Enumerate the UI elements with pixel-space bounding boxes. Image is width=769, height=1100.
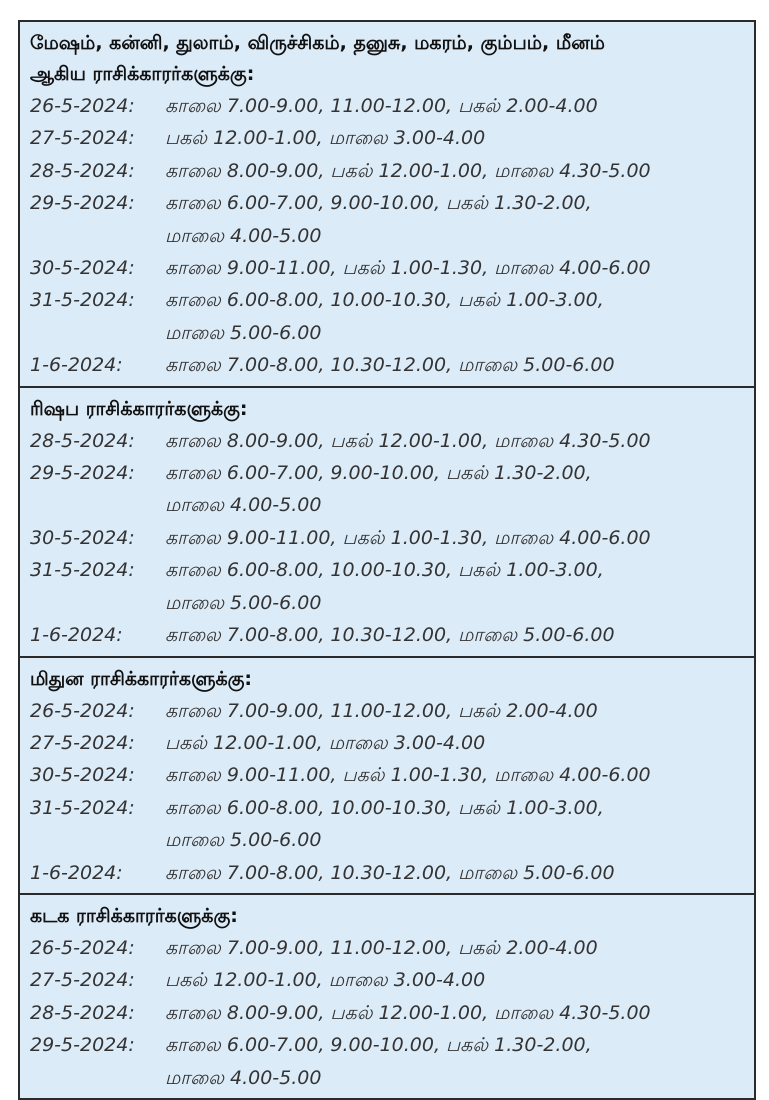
rasi-section bbox=[18, 388, 756, 658]
schedule-times-continued: மாலை 5.00-6.00 bbox=[165, 591, 322, 614]
schedule-times-continued: மாலை 4.00-5.00 bbox=[165, 1066, 322, 1089]
schedule-date: 1-6-2024: bbox=[30, 624, 123, 647]
sections-container bbox=[18, 20, 756, 1100]
timetable-document bbox=[18, 20, 756, 1100]
rasi-section bbox=[18, 895, 756, 1100]
schedule-times: காலை 6.00-8.00, 10.00-10.30, பகல் 1.00-3.00, bbox=[165, 559, 604, 582]
schedule-date: 30-5-2024: bbox=[30, 526, 135, 549]
section-heading: கடக ராசிக்காரர்களுக்கு: bbox=[30, 904, 238, 927]
schedule-date: 26-5-2024: bbox=[30, 95, 135, 117]
schedule-date: 26-5-2024: bbox=[30, 936, 135, 959]
schedule-times: காலை 7.00-9.00, 11.00-12.00, பகல் 2.00-4.00 bbox=[165, 699, 598, 722]
schedule-times: காலை 7.00-8.00, 10.30-12.00, மாலை 5.00-6.00 bbox=[165, 861, 615, 884]
schedule-row bbox=[30, 155, 746, 187]
schedule-row bbox=[30, 122, 746, 154]
schedule-date: 31-5-2024: bbox=[30, 289, 135, 312]
schedule-times: காலை 6.00-7.00, 9.00-10.00, பகல் 1.30-2.00, bbox=[165, 462, 592, 485]
schedule-date: 30-5-2024: bbox=[30, 257, 135, 280]
schedule-times: காலை 7.00-9.00, 11.00-12.00, பகல் 2.00-4.00 bbox=[165, 95, 598, 117]
schedule-date: 30-5-2024: bbox=[30, 764, 135, 787]
schedule-times: காலை 8.00-9.00, பகல் 12.00-1.00, மாலை 4.30-5.00 bbox=[165, 159, 651, 182]
rasi-section bbox=[18, 20, 756, 388]
schedule-times: பகல் 12.00-1.00, மாலை 3.00-4.00 bbox=[165, 127, 486, 150]
schedule-date: 29-5-2024: bbox=[30, 192, 135, 215]
schedule-date: 27-5-2024: bbox=[30, 969, 135, 992]
schedule-row bbox=[30, 522, 746, 554]
schedule-date: 29-5-2024: bbox=[30, 462, 135, 485]
schedule-date: 27-5-2024: bbox=[30, 127, 135, 150]
schedule-times: பகல் 12.00-1.00, மாலை 3.00-4.00 bbox=[165, 969, 486, 992]
schedule-times: பகல் 12.00-1.00, மாலை 3.00-4.00 bbox=[165, 731, 486, 754]
schedule-date: 28-5-2024: bbox=[30, 429, 135, 452]
schedule-times: காலை 7.00-9.00, 11.00-12.00, பகல் 2.00-4.00 bbox=[165, 936, 598, 959]
schedule-row bbox=[30, 727, 746, 759]
schedule-row bbox=[30, 425, 746, 457]
schedule-times-continued: மாலை 5.00-6.00 bbox=[165, 321, 322, 344]
schedule-times: காலை 6.00-7.00, 9.00-10.00, பகல் 1.30-2.00, bbox=[165, 1034, 592, 1057]
schedule-row bbox=[30, 759, 746, 791]
schedule-date: 29-5-2024: bbox=[30, 1034, 135, 1057]
schedule-date: 26-5-2024: bbox=[30, 699, 135, 722]
schedule-row bbox=[30, 997, 746, 1029]
schedule-row bbox=[30, 90, 746, 122]
schedule-times: காலை 6.00-7.00, 9.00-10.00, பகல் 1.30-2.00, bbox=[165, 192, 592, 215]
schedule-row bbox=[30, 619, 746, 651]
schedule-date: 28-5-2024: bbox=[30, 1001, 135, 1024]
schedule-row bbox=[30, 857, 746, 889]
schedule-row bbox=[30, 1029, 746, 1061]
schedule-times: காலை 6.00-8.00, 10.00-10.30, பகல் 1.00-3.00, bbox=[165, 289, 604, 312]
schedule-row bbox=[30, 252, 746, 284]
schedule-date: 31-5-2024: bbox=[30, 559, 135, 582]
schedule-row bbox=[30, 457, 746, 489]
schedule-times-continued: மாலை 5.00-6.00 bbox=[165, 829, 322, 852]
schedule-date: 1-6-2024: bbox=[30, 354, 123, 377]
schedule-row bbox=[30, 964, 746, 996]
schedule-row bbox=[30, 932, 746, 964]
schedule-date: 28-5-2024: bbox=[30, 159, 135, 182]
schedule-date: 27-5-2024: bbox=[30, 731, 135, 754]
section-heading: மிதுன ராசிக்காரர்களுக்கு: bbox=[30, 667, 253, 690]
schedule-date: 1-6-2024: bbox=[30, 861, 123, 884]
schedule-times: காலை 6.00-8.00, 10.00-10.30, பகல் 1.00-3.00, bbox=[165, 796, 604, 819]
schedule-times: காலை 9.00-11.00, பகல் 1.00-1.30, மாலை 4.00-6.00 bbox=[165, 764, 651, 787]
rasi-section bbox=[18, 658, 756, 895]
schedule-row bbox=[30, 554, 746, 586]
schedule-times: காலை 8.00-9.00, பகல் 12.00-1.00, மாலை 4.30-5.00 bbox=[165, 1001, 651, 1024]
section-heading: ரிஷப ராசிக்காரர்களுக்கு: bbox=[30, 397, 248, 420]
schedule-times-continued: மாலை 4.00-5.00 bbox=[165, 224, 322, 247]
schedule-times: காலை 8.00-9.00, பகல் 12.00-1.00, மாலை 4.30-5.00 bbox=[165, 429, 651, 452]
schedule-row bbox=[30, 349, 746, 381]
schedule-row bbox=[30, 187, 746, 219]
section-heading: ஆகிய ராசிக்காரர்களுக்கு: bbox=[30, 63, 255, 85]
schedule-times: காலை 9.00-11.00, பகல் 1.00-1.30, மாலை 4.00-6.00 bbox=[165, 257, 651, 280]
schedule-row bbox=[30, 695, 746, 727]
schedule-date: 31-5-2024: bbox=[30, 796, 135, 819]
schedule-times: காலை 7.00-8.00, 10.30-12.00, மாலை 5.00-6.00 bbox=[165, 624, 615, 647]
section-heading: மேஷம், கன்னி, துலாம், விருச்சிகம், தனுசு, மகரம், கும்பம், மீனம் bbox=[30, 32, 605, 54]
schedule-times: காலை 9.00-11.00, பகல் 1.00-1.30, மாலை 4.00-6.00 bbox=[165, 526, 651, 549]
schedule-row bbox=[30, 284, 746, 316]
schedule-row bbox=[30, 792, 746, 824]
schedule-times-continued: மாலை 4.00-5.00 bbox=[165, 494, 322, 517]
schedule-times: காலை 7.00-8.00, 10.30-12.00, மாலை 5.00-6.00 bbox=[165, 354, 615, 377]
